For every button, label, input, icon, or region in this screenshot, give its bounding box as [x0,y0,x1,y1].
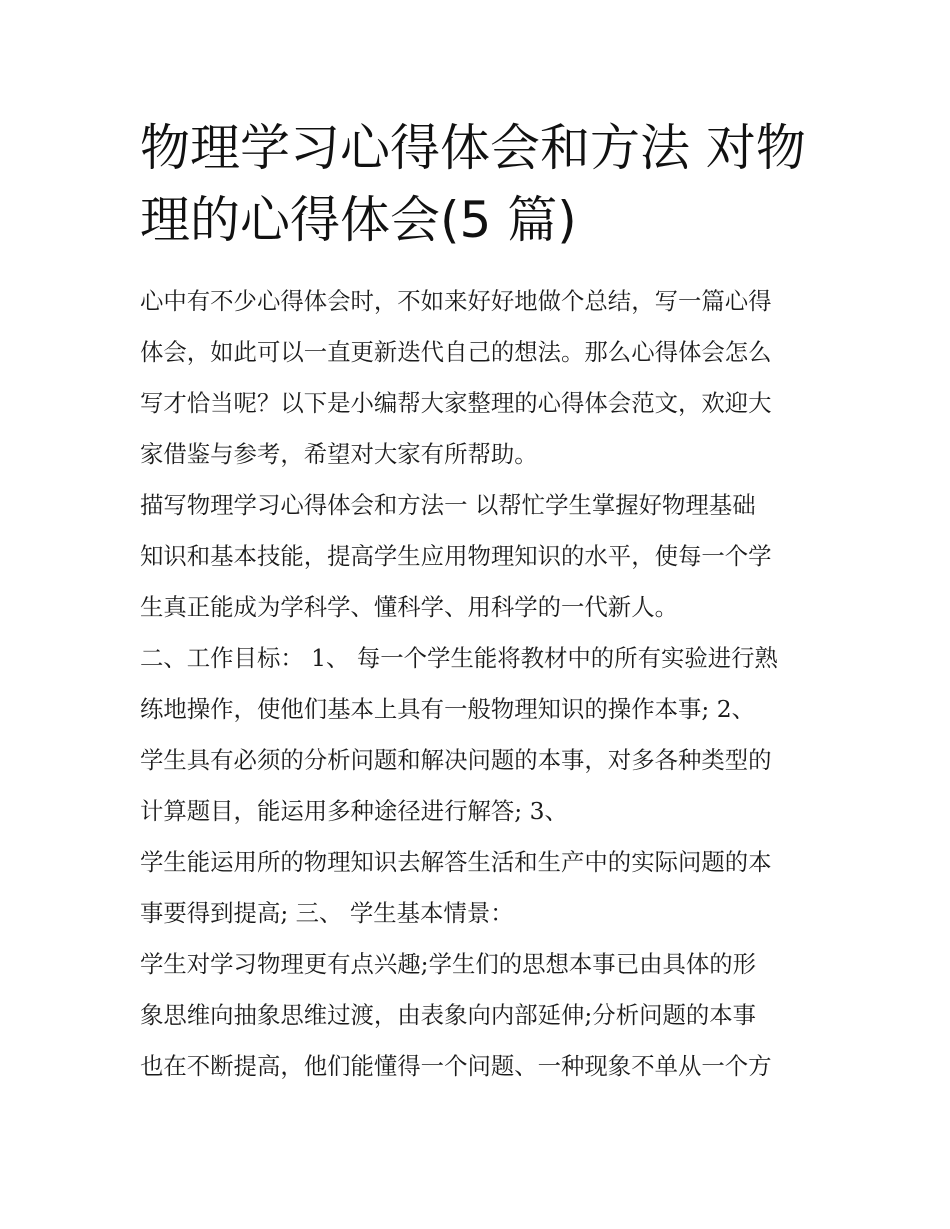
body-line: 学生具有必须的分析问题和解决问题的本事，对多各种类型的 [140,746,772,774]
body-line: 学生能运用所的物理知识去解答生活和生产中的实际问题的本 [140,848,772,876]
body-line: 家借鉴与参考，希望对大家有所帮助。 [140,440,538,468]
document-body [140,276,820,1092]
body-line: 学生对学习物理更有点兴趣;学生们的思想本事已由具体的形 [140,950,757,978]
body-line: 计算题目，能运用多种途径进行解答; 3、 [140,797,568,825]
body-line: 知识和基本技能，提高学生应用物理知识的水平，使每一个学 [140,542,772,570]
body-line: 描写物理学习心得体会和方法一 以帮忙学生掌握好物理基础 [140,491,756,519]
body-line: 心中有不少心得体会时，不如来好好地做个总结，写一篇心得 [140,287,772,315]
body-line: 二、工作目标： 1、 每一个学生能将教材中的所有实验进行熟 [140,644,778,672]
title-line-2: 理的心得体会(5 篇) [140,191,577,249]
title-line-1: 物理学习心得体会和方法 对物 [140,119,806,177]
body-line: 写才恰当呢？以下是小编帮大家整理的心得体会范文，欢迎大 [140,389,772,417]
body-line: 练地操作，使他们基本上具有一般物理知识的操作本事; 2、 [140,695,755,723]
body-line: 生真正能成为学科学、懂科学、用科学的一代新人。 [140,593,678,621]
document-title [140,112,820,256]
body-line: 体会，如此可以一直更新迭代自己的想法。那么心得体会怎么 [140,338,772,366]
body-line: 象思维向抽象思维过渡，由表象向内部延伸;分析问题的本事 [140,1001,757,1029]
body-line: 事要得到提高; 三、 学生基本情景： [140,899,514,927]
body-line: 也在不断提高，他们能懂得一个问题、一种现象不单从一个方 [140,1052,772,1080]
